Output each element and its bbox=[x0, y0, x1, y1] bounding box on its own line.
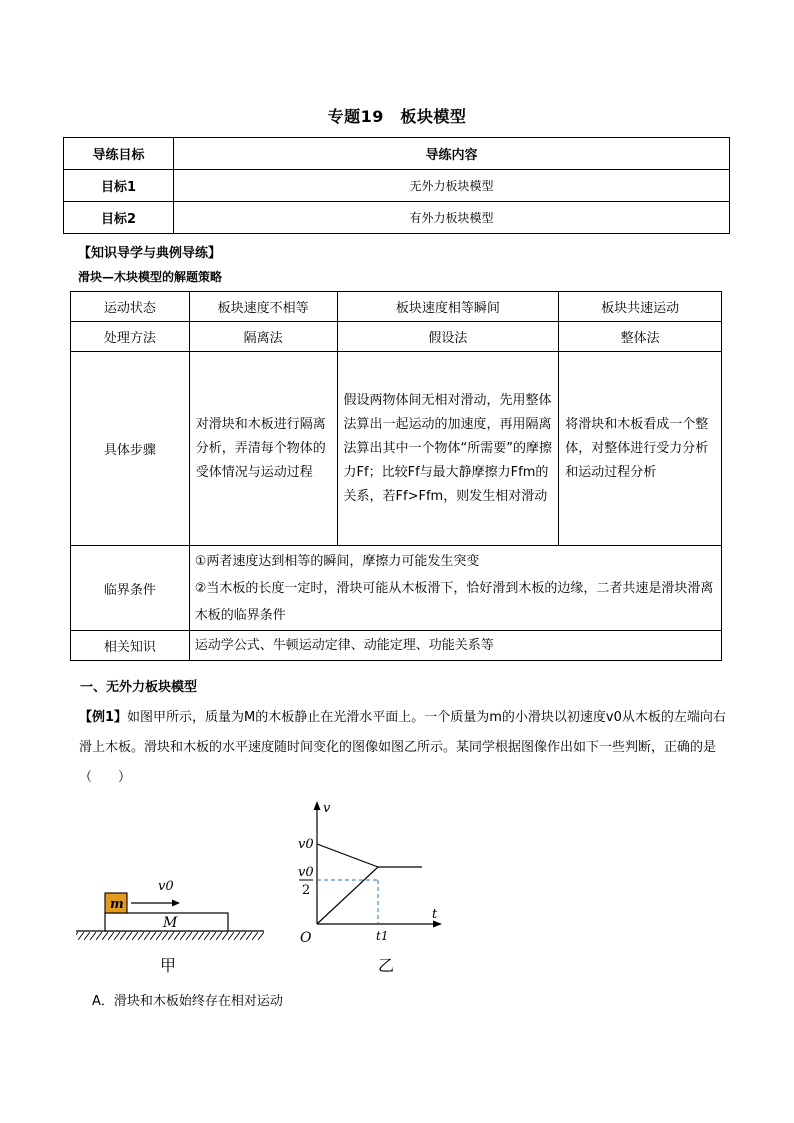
table-row bbox=[64, 138, 730, 170]
table-cell: 无外力板块模型 bbox=[174, 170, 730, 202]
table-cell: 假设两物体间无相对滑动，先用整体法算出一起运动的加速度，再用隔离法算出其中一个物体“所需要”的摩擦力Ff；比较Ff与最大静摩擦力Ffm的关系，若Ff>Ffm，则发生相对滑动 bbox=[337, 352, 559, 546]
example-text: 如图甲所示，质量为M的木板静止在光滑水平面上。一个质量为m的小滑块以初速度v0从木板的左端向右滑上木板。滑块和木板的水平速度随时间变化的图像如图乙所示。某同学根据图像作出如下一些判断，正确的是（ ） bbox=[79, 710, 726, 785]
velocity-arrowhead bbox=[172, 900, 180, 907]
table-row bbox=[64, 202, 730, 234]
table-cell: 板块共速运动 bbox=[559, 292, 722, 322]
example-tag: 【例1】 bbox=[79, 710, 128, 725]
goals-table bbox=[63, 137, 730, 234]
table-cell: 将滑块和木板看成一个整体，对整体进行受力分析和运动过程分析 bbox=[559, 352, 722, 546]
y-axis-label: v bbox=[323, 801, 331, 816]
table-row bbox=[71, 322, 722, 352]
strategy-table bbox=[70, 291, 722, 661]
table-cell: 对滑块和木板进行隔离分析，弄清每个物体的受体情况与运动过程 bbox=[189, 352, 337, 546]
table-cell: 目标2 bbox=[64, 202, 174, 234]
table-row bbox=[71, 546, 722, 631]
table-cell: 临界条件 bbox=[71, 546, 190, 631]
page-title: 专题19 板块模型 bbox=[327, 107, 467, 126]
table-cell: 整体法 bbox=[559, 322, 722, 352]
table-cell: 有外力板块模型 bbox=[174, 202, 730, 234]
table-cell: 相关知识 bbox=[71, 631, 190, 661]
y-axis-arrow bbox=[314, 801, 321, 810]
tick-half-denominator: 2 bbox=[302, 883, 311, 898]
table-header-cell: 导练目标 bbox=[64, 138, 174, 170]
caption-left: 甲 bbox=[160, 956, 177, 975]
example-paragraph bbox=[79, 703, 729, 793]
block-velocity-line bbox=[317, 844, 378, 867]
table-cell: 目标1 bbox=[64, 170, 174, 202]
tick-half-numerator: v0 bbox=[298, 865, 314, 880]
table-row bbox=[71, 352, 722, 546]
table-cell: 运动状态 bbox=[71, 292, 190, 322]
table-cell bbox=[189, 546, 721, 631]
option-a[interactable]: A．滑块和木板始终存在相对运动 bbox=[92, 994, 283, 1009]
table-cell: 具体步骤 bbox=[71, 352, 190, 546]
table-row bbox=[64, 170, 730, 202]
x-axis-label: t bbox=[432, 907, 438, 922]
caption-right: 乙 bbox=[378, 956, 395, 975]
section-heading: 【知识导学与典例导练】 bbox=[78, 246, 222, 261]
table-cell: 隔离法 bbox=[189, 322, 337, 352]
sub-heading: 滑块—木块模型的解题策略 bbox=[78, 270, 223, 284]
part-heading: 一、无外力板块模型 bbox=[80, 680, 198, 695]
table-row bbox=[71, 631, 722, 661]
velocity-label: v0 bbox=[158, 879, 174, 894]
table-header-cell: 导练内容 bbox=[174, 138, 730, 170]
tick-v0: v0 bbox=[298, 837, 314, 852]
board-label: M bbox=[163, 915, 178, 931]
origin-label: O bbox=[300, 930, 312, 946]
board-velocity-line bbox=[317, 867, 378, 924]
block-label: m bbox=[110, 897, 124, 912]
table-cell: 运动学公式、牛顿运动定律、动能定理、功能关系等 bbox=[189, 631, 721, 661]
critical-condition-1: ①两者速度达到相等的瞬间，摩擦力可能发生突变 bbox=[194, 553, 480, 569]
ground-hatch bbox=[76, 932, 264, 940]
critical-condition-2: ②当木板的长度一定时，滑块可能从木板滑下，恰好滑到木板的边缘，二者共速是滑块滑离木板的临界条件 bbox=[194, 580, 714, 623]
table-cell: 假设法 bbox=[337, 322, 559, 352]
vt-graph bbox=[290, 798, 450, 948]
table-cell: 板块速度不相等 bbox=[189, 292, 337, 322]
table-row bbox=[71, 292, 722, 322]
table-cell: 处理方法 bbox=[71, 322, 190, 352]
figure-board-block bbox=[72, 860, 272, 950]
tick-t1: t1 bbox=[376, 929, 389, 943]
table-cell: 板块速度相等瞬间 bbox=[337, 292, 559, 322]
